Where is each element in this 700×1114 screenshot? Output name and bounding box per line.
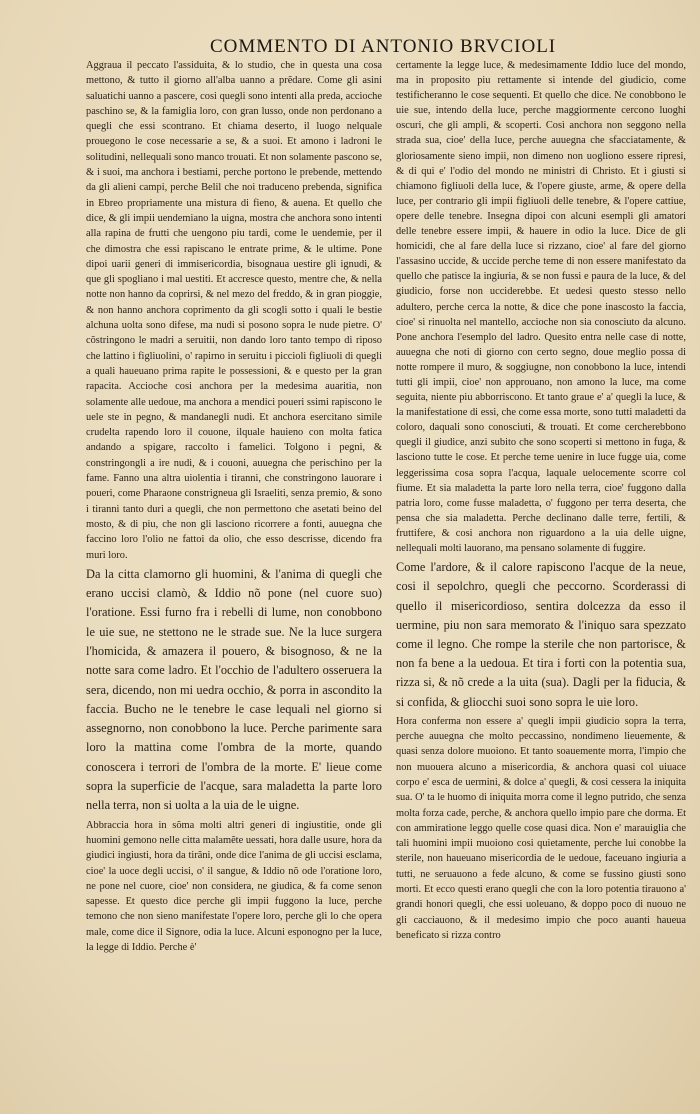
- right-column: [396, 58, 686, 1098]
- commentary-paragraph: certamente la legge luce, & medesimamente Iddio luce del mondo, ma in proposito piu rettamente si intende del giudicio, come testificheranno le cose sequenti. Et quello che dice. Ne conobbono le uie sue, intendo della luce, perche maggiormente cercono luoghi oscuri, che gli ampli, & scoperti. Così anchora non seggono nella strada sua, cioe' della luce, perche auuegna che sfacciatamente, & gloriosamente sieno impii, non dimeno non uogliono essere ripresi, & di qui e' l'odio del mondo ne ministri di Christo. Et i giusti si chiamono figliuoli della luce, & l'opere giuste, arme, & opere della luce, per contrario gli impii figliuoli delle tenebre, & l'opere cattiue, opere delle tenebre. Insegna dipoi con alcuni esempli gli amatori delle tenebre essere impii, & hauere in odio la luce. Dice de gli homicidi, che al fare della luce si rizzano, cioe' al fare del giorno l'assasino uccide, & uccide perche teme di non essere manifestato da quello che patisce la ingiuria, & se non fussi e paura de la luce, & del giudicio, forse non ucciderebbe. Et uedesi questo stesso nello adultero, perche cerca la notte, & dice che pone inascosto la faccia, cioe' si rinuolta nel mantello, accioche non sia conosciuto da alcuno. Pone anchora l'esemplo del ladro. Quesito entra nelle case di notte, auuegna che noti di giorno con certo segno, doue meglio possa di notte rompere il muro, & soggiugne, non conobbono la luce, intendi tutti gli impii, cioe' non approuano, non amono la luce, ma come seguita, niente piu abborriscono. Et tanto graue e' a' quegli la luce, & la manifestatione di essi, che come essa morte, sono tutti maladetti da coloro, daquali sono conosciuti, & trouati. Et come cercherebbono quegli il giudice, anzi subito che sono scoperti si mettono in fuga, & lasciono tutte le cose. Et perche teme uenire in luce fugge uia, come leggerissima cosa sopra l'acqua, laquale uelocemente scorre col fiume. Et sia maladetta la parte loro nella terra, cioe' fuggono dalla patria loro, come fusse maladetta, o' fuggono per terra deserta, che pensa che sia maladetta. Perche declinano dalle terre, fertili, & fruttifere, & cosi anchora non riguardono a la uia delle uigne, nellequali molti lauorano, ma pensano solamente di fuggire.: [396, 60, 686, 554]
- commentary-paragraph: Abbraccia hora in sõma molti altri generi di ingiustitie, onde gli huomini gemono nelle citta malamẽte uessati, hora dalle usure, hora da giudici ingiusti, hora da tirãni, onde dice l'anima de gli uccisi esclama, cioe' la uoce degli uccisi, o' il sangue, & Iddio nõ ode l'oratione loro, ne pone nel cuore, cioe' non considera, ne giudica, & fa come senon sapesse. Et questo dice perche gli impii fuggono la luce, perche temono che non sieno manifestate l'opere loro, perche gli lo che opera male, come dice il Signore, odia la luce. Alcuni esponogno per la luce, la legge di Iddio. Perche è': [86, 819, 382, 954]
- commentary-paragraph: Aggraua il peccato l'assiduita, & lo studio, che in questa una cosa mettono, & tutto il giorno all'alba uanno a prẽdare. Come gli asini saluatichi uanno a pascere, cosi quegli sono intenti alla preda, accioche paschino se, & la famiglia loro, con gran lusso, onde non perdonano a quegli che essi scontrano. Et chiama deserto, il luogo nelquale prouegono le cose necessarie a se, & a suoi. Et amono i ladroni le solitudini, nellequali sono manco trouati. Et non solamente pascono se, & i suoi, ma anchora i bestiami, perche portono le prebende, mettendo da gli alieni campi, perche Belil che noi traduceno prebenda, significa in Ebreo propriamente una mistura di fieno, & auena. Et quello che dice, & gli impii uendemiano la uigna, mostra che anchora sono intenti alla rapina de frutti che uengono piu tardi, come le uendemie, per il che dimostra che essi rapiscano le entrate prime, & le ultime. Pone dipoi uarii generi di immisericordia, bisognaua uestire gli ignudi, & que gli spogliano i mal uestiti. Et accresce questo, mentre che, & nella notte non hanno da coprirsi, & nel mezo del freddo, & in gran pioggie, & non hanno anchora coprimento da gli scogli sotto i quali le bestie alchuna uolta sono difese, ma nudi si posono sopra le nude pietre. O' cõstringono le madri a seruitii, non dando loro tanto tempo di riposo che lattino i figliuolini, o' rapirno in seruitu i piccioli figliuoli di quegli a quali haueuano prima rapite le possessioni, & e questo per la gran rapacita. Accioche cosi anchora per la medesima auaritia, non solamente alle uedoue, ma anchora a mendici poueri ssimi rapiscono le uele ste in pegno, & mandanegli nudi. Et anchora esercitano simile crudelta rapendo loro il couone, ilquale hauieno con molta fatica andando a spigare, raccolto i famelici. Tolgono i pegni, & constringongli a ire nudi, & i couoni, auuegna che perischino per la fame. Fanno una altra uiolentia i tiranni, che constringono lauorare i poueri, come Pharaone constrigneua gli Israeliti, senza premio, & sono i tiranni tanto duri a quegli, che non permettono che asetati beino del mosto, & di piu, che non gli lasciono ricorrere a fonti, auuegna che faccino loro l'olio ne fattoi da olio, che esso descrisse, dicendo fra muri loro.: [86, 60, 382, 561]
- scripture-paragraph: Da la citta clamorno gli huomini, & l'anima di quegli che erano uccisi clamò, & Iddio nõ pone (nel cuore suo) l'oratione. Essi furno fra i rebelli di lume, non conobbono le uie sue, ne stettono ne le strade sue. Ne la luce surgera l'homicida, & amazera il pouero, & bisognoso, & ne la notte sara come ladro. Et l'occhio de l'adultero osseruera la sera, dicendo, non mi uedra occhio, & porra in ascondito la faccia. Bucho ne le tenebre le case lequali nel giorno si assegnorno, non conobbono la luce. Perche parimente sara loro la mattina come l'ombra de la morte, quando conoscera i terrori de l'ombra de la morte. E' lieue come sopra la superficie de l'acque, sara maladetta la parte loro nella terra, non si uolta a la uia de le uigne.: [86, 566, 382, 813]
- running-head: COMMENTO DI ANTONIO BRVCIOLI: [210, 36, 557, 57]
- left-column: [86, 58, 382, 1098]
- scripture-paragraph: Come l'ardore, & il calore rapiscono l'acque de la neue, cosi il sepolchro, quegli che peccorno. Scorderassi di quello il misericordioso, sentira dolcezza da esso il uermine, piu non sara memorato & l'iniquo sara spezzato come il legno. Che rompe la sterile che non partorisce, & non fa bene a la uedoua. Et tira i forti con la potentia sua, rizza si, & nõ crede a la uita (sua). Dagli per la fiducia, & si confida, & gliocchi suoi sono sopra le uie loro.: [396, 560, 686, 709]
- commentary-paragraph: Hora conferma non essere a' quegli impii giudicio sopra la terra, perche auuegna che molto peccassino, nondimeno lieuemente, & quasi senza dolore muoiono. Et tanto soauemente morra, l'impio che non muouera alcuno a misericordia, & anchora quasi col uiuace corpo e' esca de uermini, & dolce a' quegli, & cosi cessera la iniquita sua. O' ta le huomo di iniquita morra come il legno putrido, che senza molta forza cade, perche, & anchora quello impio pare che dorma. Et con ammiratione leggo quelle cose quasi dica. Non e' marauiglia che tali huomini impii muoiono cosi quietamente, perche lui conobbe la sterile, non haueuano misericordia de le uedoue, faceuano ingiuria a tutti, ne seruauono a fede alcuno, & come se fussino giusti sono morti. Et ecco questi erano quegli che con la loro potentia tirauono a' grandi honori quegli, che essi uoleuano, & doppo poco di nuouo ne gli cacciauono, & il medesimo impio che poco auanti haueua beneficato si rizza contro: [396, 715, 686, 941]
